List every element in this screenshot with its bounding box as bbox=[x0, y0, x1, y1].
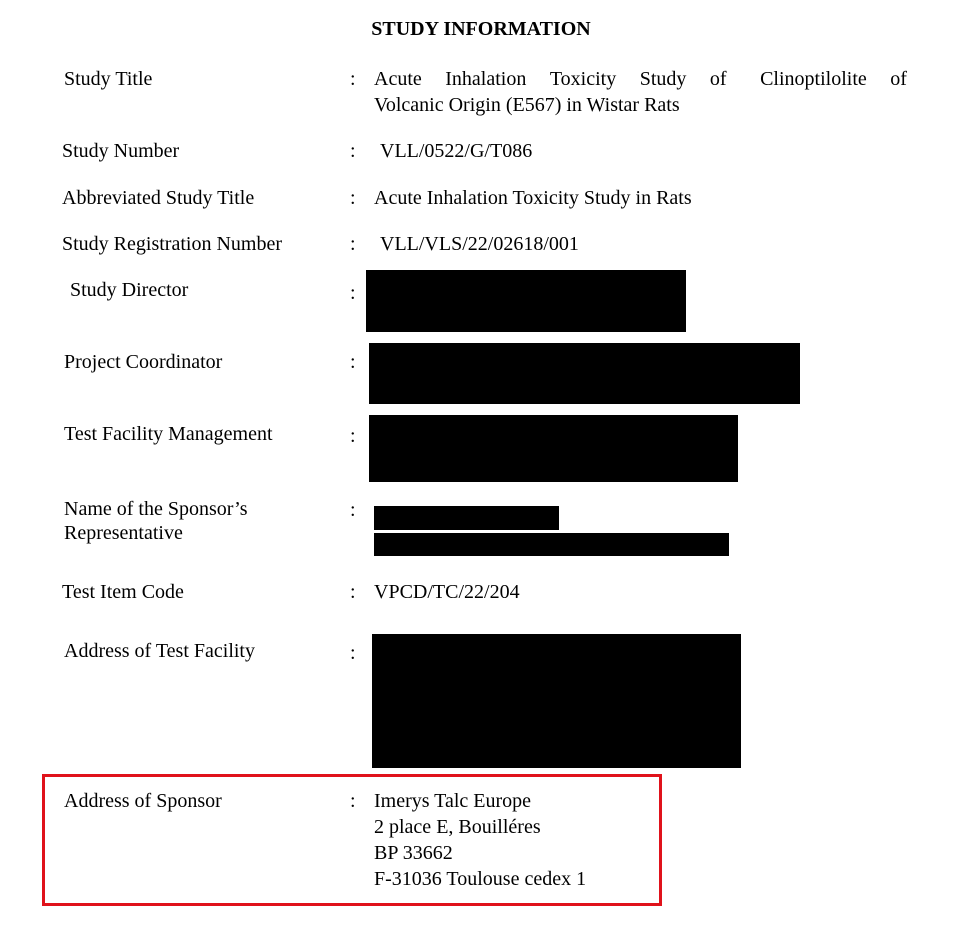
page-title: STUDY INFORMATION bbox=[371, 18, 591, 40]
colon-separator: : bbox=[350, 68, 356, 90]
sponsor-rep-redaction-1 bbox=[374, 506, 559, 530]
word: Toxicity bbox=[549, 68, 617, 90]
word: Inhalation bbox=[445, 68, 527, 90]
abbreviated-title-value: Acute Inhalation Toxicity Study in Rats bbox=[374, 187, 692, 209]
facility-address-label: Address of Test Facility bbox=[64, 640, 255, 662]
word: Clinoptilolite bbox=[760, 68, 867, 90]
colon-separator: : bbox=[350, 425, 356, 447]
study-number-label: Study Number bbox=[62, 140, 180, 162]
facility-management-redaction bbox=[369, 415, 738, 482]
sponsor-rep-label-line2: Representative bbox=[64, 522, 183, 544]
facility-address-redaction bbox=[372, 634, 741, 768]
study-title-value-line2: Volcanic Origin (E567) in Wistar Rats bbox=[374, 94, 680, 116]
abbreviated-title-label: Abbreviated Study Title bbox=[62, 187, 255, 209]
sponsor-address-label: Address of Sponsor bbox=[64, 790, 222, 812]
study-title-value-line1 bbox=[374, 66, 907, 92]
colon-separator: : bbox=[350, 140, 356, 162]
colon-separator: : bbox=[350, 282, 356, 304]
facility-management-label: Test Facility Management bbox=[64, 423, 273, 445]
colon-separator: : bbox=[350, 642, 356, 664]
test-item-code-value: VPCD/TC/22/204 bbox=[374, 581, 520, 603]
sponsor-address-line: Imerys Talc Europe bbox=[374, 790, 532, 812]
colon-separator: : bbox=[350, 187, 356, 209]
word: Acute bbox=[374, 68, 422, 90]
sponsor-rep-label-line1: Name of the Sponsor’s bbox=[64, 498, 248, 520]
test-item-code-label: Test Item Code bbox=[62, 581, 184, 603]
project-coordinator-redaction bbox=[369, 343, 800, 404]
study-director-redaction bbox=[366, 270, 686, 332]
registration-number-label: Study Registration Number bbox=[62, 233, 282, 255]
colon-separator: : bbox=[350, 790, 356, 812]
word: of bbox=[709, 68, 727, 90]
sponsor-address-line: F-31036 Toulouse cedex 1 bbox=[374, 868, 587, 890]
colon-separator: : bbox=[350, 499, 356, 521]
colon-separator: : bbox=[350, 233, 356, 255]
study-number-value: VLL/0522/G/T086 bbox=[380, 140, 533, 162]
project-coordinator-label: Project Coordinator bbox=[64, 351, 223, 373]
registration-number-value: VLL/VLS/22/02618/001 bbox=[380, 233, 579, 255]
sponsor-address-line: 2 place E, Bouilléres bbox=[374, 816, 541, 838]
word: of bbox=[890, 68, 907, 90]
study-title-label: Study Title bbox=[64, 68, 153, 90]
word: Study bbox=[639, 68, 687, 90]
colon-separator: : bbox=[350, 581, 356, 603]
study-director-label: Study Director bbox=[70, 279, 189, 301]
sponsor-rep-redaction-2 bbox=[374, 533, 729, 556]
colon-separator: : bbox=[350, 351, 356, 373]
sponsor-address-line: BP 33662 bbox=[374, 842, 453, 864]
